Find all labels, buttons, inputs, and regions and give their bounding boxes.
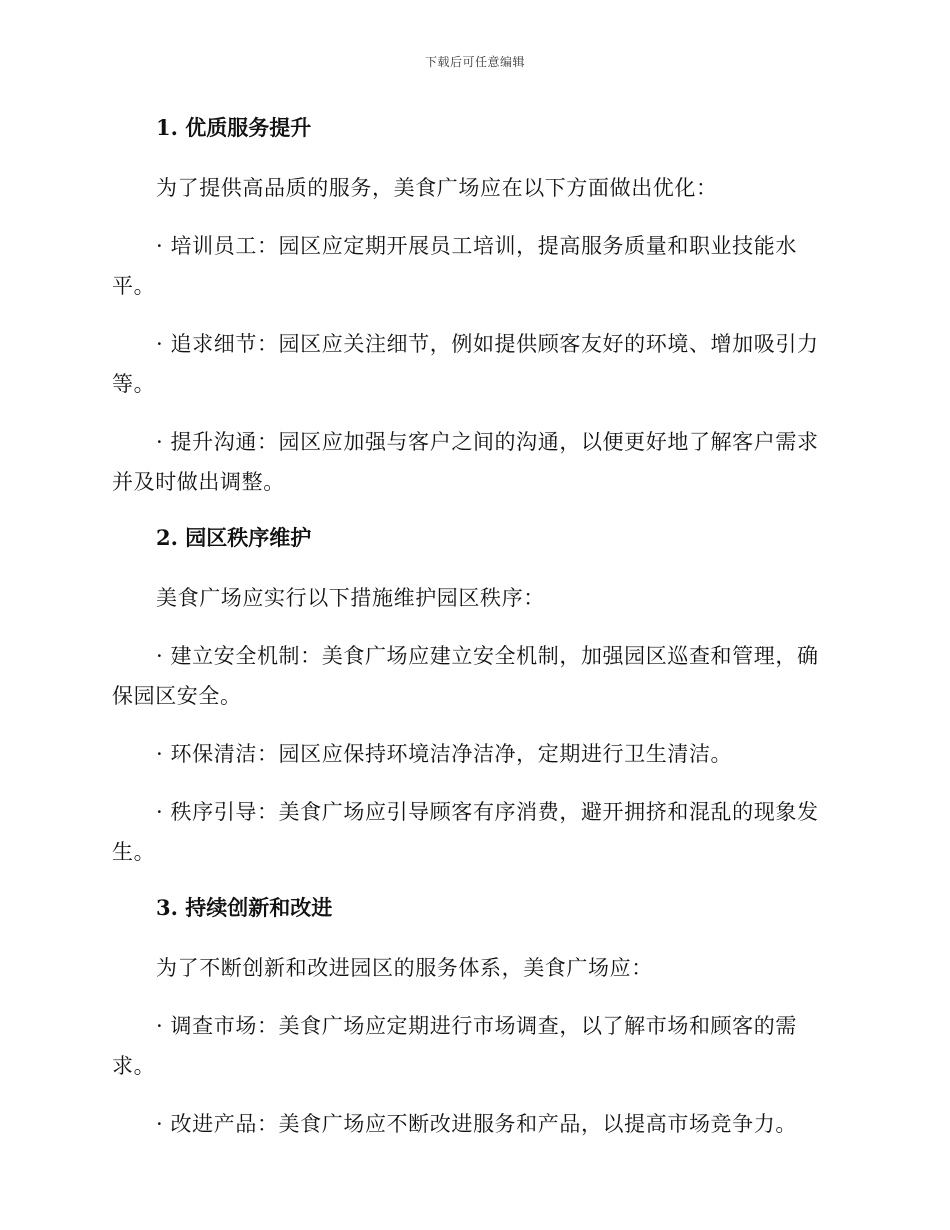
- list-item: · 提升沟通：园区应加强与客户之间的沟通，以便更好地了解客户需求并及时做出调整。: [112, 430, 819, 494]
- header-note: 下载后可任意编辑: [424, 55, 525, 69]
- list-item: · 调查市场：美食广场应定期进行市场调查，以了解市场和顾客的需求。: [112, 1014, 797, 1078]
- section-order-maintenance: [112, 520, 828, 872]
- section-intro: 为了不断创新和改进园区的服务体系，美食广场应：: [156, 956, 653, 980]
- list-item: · 环保清洁：园区应保持环境洁净洁净，定期进行卫生清洁。: [156, 742, 733, 766]
- list-item: · 追求细节：园区应关注细节，例如提供顾客友好的环境、增加吸引力等。: [112, 332, 819, 396]
- section-innovation: [112, 890, 828, 1144]
- section-service-improvement: [112, 110, 828, 502]
- section-heading: 2. 园区秩序维护: [156, 525, 312, 550]
- section-intro: 为了提供高品质的服务，美食广场应在以下方面做出优化：: [156, 176, 718, 200]
- section-heading: 3. 持续创新和改进: [156, 895, 333, 920]
- list-item: · 改进产品：美食广场应不断改进服务和产品，以提高市场竞争力。: [156, 1112, 797, 1136]
- section-heading: 1. 优质服务提升: [156, 115, 312, 140]
- list-item: · 培训员工：园区应定期开展员工培训，提高服务质量和职业技能水平。: [112, 234, 797, 298]
- document-body: [112, 110, 828, 1162]
- section-intro: 美食广场应实行以下措施维护园区秩序：: [156, 586, 545, 610]
- list-item: · 建立安全机制：美食广场应建立安全机制，加强园区巡查和管理，确保园区安全。: [112, 644, 819, 708]
- list-item: · 秩序引导：美食广场应引导顾客有序消费，避开拥挤和混乱的现象发生。: [112, 800, 819, 864]
